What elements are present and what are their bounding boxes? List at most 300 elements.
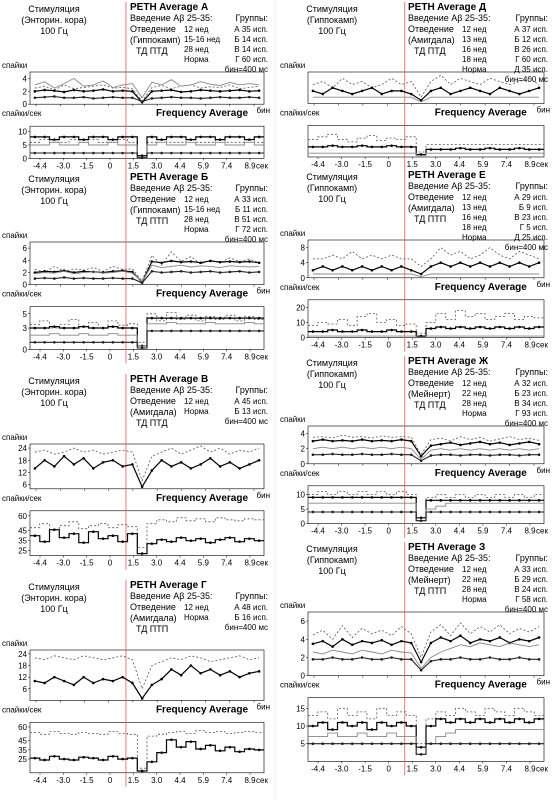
bin-size: бин=400 мс [224, 65, 268, 74]
freq-ytick: 45 [18, 736, 27, 746]
freq-point [209, 541, 212, 544]
freq-point [341, 721, 344, 724]
freq-point [498, 326, 501, 329]
peth-point [312, 90, 315, 93]
peth-point [258, 261, 261, 264]
freq-point [351, 742, 354, 745]
freq-point [199, 537, 202, 540]
peth-point [248, 260, 251, 263]
freq-point [170, 152, 173, 155]
freq-avg-title: Frequency Average [155, 288, 249, 300]
peth-point [439, 453, 442, 456]
group-label: Г 93 исп. [515, 409, 548, 418]
sec-tick-label: 8.9 [244, 558, 256, 568]
freq-point [518, 718, 521, 721]
freq-ytick: 10 [18, 127, 27, 137]
peth-ytick: 2 [300, 444, 305, 454]
peth-point [82, 676, 85, 679]
peth-point [469, 442, 472, 445]
group-label: Б 9 исп. [518, 203, 548, 212]
freq-point [180, 330, 183, 333]
freq-point [400, 496, 403, 499]
peth-point [141, 485, 144, 488]
sec-tick-label: -4.4 [311, 340, 325, 350]
freq-point [528, 499, 531, 502]
freq-point [102, 537, 105, 540]
stim-label: Стимуляция [28, 4, 80, 14]
freq-point [102, 152, 105, 155]
peth-point [131, 96, 134, 99]
peth-point [199, 97, 202, 100]
freq-point [209, 136, 212, 139]
freq-series-1 [30, 530, 264, 554]
peth-point [180, 261, 183, 264]
stim-hz: 100 Гц [318, 380, 346, 390]
peth-point [102, 461, 105, 464]
week-label: 13 нед [462, 35, 487, 44]
freq-point [209, 152, 212, 155]
lead-label: Отведение [408, 378, 454, 388]
stim-site: (Энторин. кора) [21, 15, 87, 25]
peth-point [489, 93, 492, 96]
lead-label: Отведение [130, 24, 176, 34]
peth-point [390, 643, 393, 646]
lead-label: Отведение [408, 192, 454, 202]
peth-point [170, 271, 173, 274]
peth-point [112, 680, 115, 683]
freq-point [131, 152, 134, 155]
week-label: 12 нед [184, 397, 209, 406]
peth-point [489, 443, 492, 446]
peth-point [380, 265, 383, 268]
freq-point [469, 327, 472, 330]
freq-point [312, 330, 315, 333]
peth-point [341, 90, 344, 93]
peth-ytick: 4 [300, 635, 305, 645]
peth-point [248, 463, 251, 466]
peth-point [63, 276, 66, 279]
peth-point [102, 277, 105, 280]
peth-point [498, 441, 501, 444]
ylabel-spikes: спайки [280, 601, 306, 610]
freq-ytick: 35 [18, 745, 27, 755]
freq-point [229, 330, 232, 333]
stim-site: (Гиппокамп) [306, 183, 358, 193]
lead-site: (Мейнерт) [408, 389, 451, 399]
freq-point [63, 136, 66, 139]
freq-point [219, 750, 222, 753]
bin-size: бин=400 мс [504, 605, 548, 614]
peth-point [229, 89, 232, 92]
freq-ytick: 60 [18, 722, 27, 732]
freq-point [479, 718, 482, 721]
peth-point [321, 265, 324, 268]
peth-point [410, 269, 413, 272]
freq-point [459, 511, 462, 514]
lead-site: (Гиппокамп) [130, 35, 181, 45]
freq-point [219, 330, 222, 333]
sec-tick-label: -3.0 [56, 161, 71, 171]
sec-tick-label: 1.5 [127, 352, 139, 362]
peth-ytick: 0 [22, 280, 27, 290]
stim-hz: 100 Гц [40, 26, 68, 36]
peth-point [459, 634, 462, 637]
peth-point [82, 96, 85, 99]
freq-point [508, 499, 511, 502]
peth-series-1 [313, 636, 539, 662]
freq-point [112, 152, 115, 155]
lead-label: Отведение [130, 396, 176, 406]
peth-point [449, 640, 452, 643]
freq-point [469, 511, 472, 514]
peth-point [331, 656, 334, 659]
freq-point [170, 136, 173, 139]
peth-point [160, 271, 163, 274]
peth-point [258, 271, 261, 274]
freq-point [469, 148, 472, 151]
abeta-label: Введение Aβ 25-35: [130, 183, 213, 193]
peth-point [361, 453, 364, 456]
peth-point [229, 96, 232, 99]
freq-ytick: 5 [22, 140, 27, 150]
freq-point [390, 725, 393, 728]
freq-avg-title: Frequency Average [434, 679, 527, 691]
peth-point [219, 90, 222, 93]
peth-point [400, 453, 403, 456]
ylabel-spikes-per-sec: спайки/сек [280, 468, 320, 478]
sec-tick-label: 1.5 [406, 526, 418, 536]
peth-point [229, 260, 232, 263]
freq-series-1 [30, 740, 264, 771]
freq-point [121, 540, 124, 543]
freq-ytick: 25 [18, 755, 27, 765]
sec-tick-label: 3.0 [151, 161, 163, 171]
freq-point [351, 330, 354, 333]
peth-point [361, 265, 364, 268]
sec-unit: сек [256, 161, 268, 171]
freq-point [34, 534, 37, 537]
peth-point [53, 277, 56, 280]
peth-point [390, 453, 393, 456]
freq-point [112, 341, 115, 344]
freq-point [151, 317, 154, 320]
peth-title: PETH Average Д [408, 2, 487, 13]
freq-point [141, 770, 144, 773]
bin-unit: бин [256, 106, 270, 116]
freq-point [312, 496, 315, 499]
peth-series-0 [35, 446, 259, 481]
freq-ytick: 10 [296, 318, 305, 328]
groups-label: Группы: [235, 13, 268, 23]
peth-point [199, 261, 202, 264]
freq-point [34, 152, 37, 155]
group-label: Б 12 исп. [514, 35, 548, 44]
freq-point [229, 317, 232, 320]
peth-point [141, 100, 144, 103]
group-label: Д 35 исп. [514, 65, 548, 74]
freq-point [141, 552, 144, 555]
freq-point [420, 746, 423, 749]
freq-point [380, 721, 383, 724]
freq-point [238, 540, 241, 543]
peth-point [131, 90, 134, 93]
peth-point [439, 636, 442, 639]
group-label: В 34 исп. [514, 399, 548, 408]
peth-point [380, 93, 383, 96]
peth-point [538, 86, 541, 89]
abeta-label: Введение Aβ 25-35: [408, 181, 491, 191]
peth-point [73, 463, 76, 466]
peth-point [92, 682, 95, 685]
freq-point [190, 539, 193, 542]
peth-point [248, 672, 251, 675]
freq-point [351, 511, 354, 514]
peth-point [449, 453, 452, 456]
freq-ytick: 60 [18, 511, 27, 521]
peth-point [73, 96, 76, 99]
peth-point [518, 638, 521, 641]
peth-point [112, 96, 115, 99]
freq-point [518, 742, 521, 745]
peth-title: PETH Average Е [408, 170, 486, 181]
freq-point [53, 755, 56, 758]
freq-point [131, 136, 134, 139]
freq-ytick: 0 [22, 345, 27, 355]
sec-tick-label: -1.5 [358, 160, 373, 169]
group-label: Г 5 исп. [519, 223, 548, 232]
freq-ytick: 10 [296, 490, 305, 500]
lead-site: (Амигдала) [130, 407, 177, 417]
peth-point [518, 93, 521, 96]
freq-point [380, 146, 383, 149]
week-label: 12 нед [462, 193, 487, 202]
peth-point [34, 96, 37, 99]
peth-point [508, 90, 511, 93]
freq-ytick: 0 [300, 333, 305, 343]
peth-point [371, 86, 374, 89]
freq-point [361, 721, 364, 724]
protocol: ТД ПТД [136, 46, 168, 56]
freq-point [170, 739, 173, 742]
freq-point [508, 327, 511, 330]
lead-label: Отведение [408, 564, 454, 574]
peth-point [92, 89, 95, 92]
sec-tick-label: 3.0 [151, 352, 163, 362]
peth-point [170, 668, 173, 671]
freq-point [498, 499, 501, 502]
freq-point [331, 511, 334, 514]
freq-point [439, 742, 442, 745]
freq-ytick: 10 [296, 722, 305, 732]
freq-series-2 [308, 153, 544, 156]
freq-point [538, 718, 541, 721]
peth-point [73, 684, 76, 687]
sec-tick-label: 4.4 [174, 352, 186, 362]
sec-unit: сек [536, 764, 548, 774]
freq-point [449, 327, 452, 330]
freq-ytick: 5 [300, 739, 305, 749]
freq-point [538, 326, 541, 329]
peth-point [341, 638, 344, 641]
freq-ytick: 35 [18, 536, 27, 546]
groups-label: Группы: [235, 183, 268, 193]
week-label: 18 нед [462, 223, 487, 232]
bin-size: бин=400 мс [224, 417, 268, 426]
peth-point [190, 467, 193, 470]
freq-point [121, 327, 124, 330]
freq-point [420, 753, 423, 756]
freq-point [121, 152, 124, 155]
peth-point [102, 678, 105, 681]
peth-point [209, 89, 212, 92]
freq-point [121, 758, 124, 761]
group-label: В 23 исп. [514, 213, 548, 222]
freq-point [459, 326, 462, 329]
peth-point [199, 89, 202, 92]
freq-point [371, 146, 374, 149]
peth-point [121, 96, 124, 99]
peth-point [390, 90, 393, 93]
freq-point [248, 138, 251, 141]
peth-point [459, 656, 462, 659]
stim-hz: 100 Гц [318, 566, 346, 576]
peth-point [53, 676, 56, 679]
freq-point [190, 740, 193, 743]
peth-ytick: 4 [22, 256, 27, 266]
peth-point [92, 277, 95, 280]
peth-point [430, 444, 433, 447]
freq-point [229, 152, 232, 155]
freq-point [321, 742, 324, 745]
freq-point [112, 325, 115, 328]
freq-point [248, 330, 251, 333]
protocol: ТД ПТП [414, 214, 447, 224]
freq-point [258, 539, 261, 542]
peth-point [219, 96, 222, 99]
ylabel-spikes-per-sec: спайки/сек [280, 680, 320, 690]
freq-point [112, 534, 115, 537]
freq-point [131, 757, 134, 760]
peth-point [469, 265, 472, 268]
peth-point [508, 453, 511, 456]
peth-point [321, 658, 324, 661]
peth-point [518, 454, 521, 457]
freq-point [321, 511, 324, 514]
peth-ytick: 2 [300, 653, 305, 663]
freq-point [160, 152, 163, 155]
freq-point [209, 317, 212, 320]
sec-unit: сек [536, 526, 548, 536]
freq-point [43, 759, 46, 762]
peth-point [400, 658, 403, 661]
sec-tick-label: 3.0 [430, 526, 442, 536]
freq-point [430, 499, 433, 502]
peth-point [331, 645, 334, 648]
peth-title: PETH Average Г [130, 580, 207, 591]
sec-tick-label: 5.9 [197, 775, 209, 785]
sec-tick-label: -3.0 [56, 558, 71, 568]
freq-point [180, 317, 183, 320]
freq-point [459, 742, 462, 745]
freq-point [430, 725, 433, 728]
freq-point [238, 330, 241, 333]
peth-point [112, 90, 115, 93]
week-label: 13 нед [462, 203, 487, 212]
freq-point [518, 147, 521, 150]
peth-point [430, 660, 433, 663]
freq-point [538, 148, 541, 151]
sec-tick-label: 4.4 [453, 764, 465, 774]
peth-point [209, 96, 212, 99]
stim-hz: 100 Гц [318, 26, 346, 36]
week-label: Норма [184, 55, 209, 64]
peth-point [518, 656, 521, 659]
freq-point [160, 538, 163, 541]
peth-point [53, 465, 56, 468]
peth-point [82, 457, 85, 460]
peth-point [312, 440, 315, 443]
peth-point [518, 261, 521, 264]
peth-point [420, 455, 423, 458]
sec-tick-label: -3.0 [334, 160, 349, 169]
peth-point [248, 271, 251, 274]
peth-point [361, 438, 364, 441]
ylabel-spikes-per-sec: спайки/сек [280, 282, 320, 292]
peth-point [479, 441, 482, 444]
sec-tick-label: -1.5 [79, 352, 94, 362]
peth-point [518, 442, 521, 445]
freq-point [63, 152, 66, 155]
freq-point [489, 721, 492, 724]
peth-point [258, 89, 261, 92]
peth-point [410, 642, 413, 645]
week-label: 15-16 нед [184, 205, 221, 214]
sec-tick-label: -3.0 [334, 526, 349, 536]
freq-point [498, 718, 501, 721]
freq-avg-title: Frequency Average [434, 467, 527, 479]
peth-point [312, 643, 315, 646]
peth-point [53, 89, 56, 92]
peth-point [341, 453, 344, 456]
peth-point [508, 658, 511, 661]
peth-point [209, 270, 212, 273]
stim-label: Стимуляция [28, 174, 80, 184]
freq-point [92, 152, 95, 155]
freq-point [34, 327, 37, 330]
peth-point [528, 658, 531, 661]
freq-point [439, 511, 442, 514]
peth-series-1 [313, 263, 539, 274]
freq-point [209, 744, 212, 747]
peth-point [420, 669, 423, 672]
sec-tick-label: -4.4 [311, 764, 325, 774]
sec-tick-label: 0 [107, 161, 113, 171]
stim-label: Стимуляция [306, 172, 358, 182]
freq-point [489, 499, 492, 502]
peth-title: PETH Average Б [130, 172, 209, 183]
week-label: 12 нед [184, 195, 209, 204]
freq-point [459, 499, 462, 502]
panel-V [2, 374, 270, 570]
peth-point [112, 277, 115, 280]
peth-point [190, 271, 193, 274]
freq-point [321, 146, 324, 149]
peth-point [410, 93, 413, 96]
peth-point [489, 265, 492, 268]
week-label: 28 нед [462, 399, 487, 408]
peth-point [430, 454, 433, 457]
freq-point [258, 749, 261, 752]
